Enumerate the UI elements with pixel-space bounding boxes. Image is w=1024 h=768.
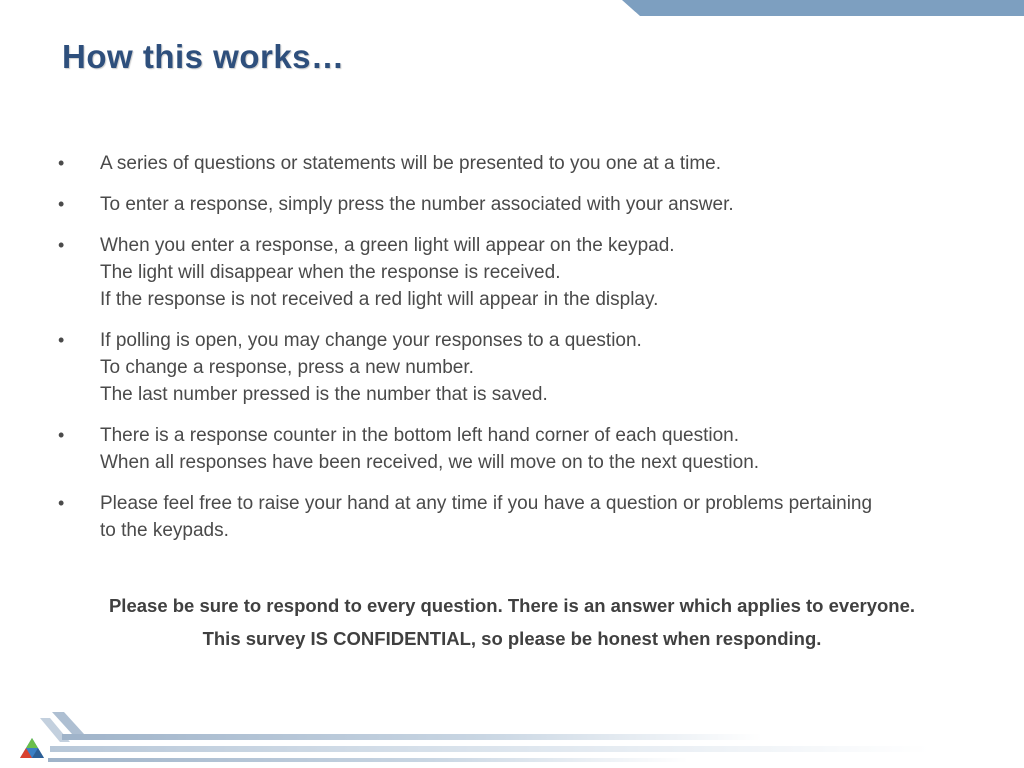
bullet-item: [58, 150, 968, 177]
respond-note: Please be sure to respond to every question. There is an answer which applies to everyone.: [108, 595, 916, 616]
bullet-line: Please feel free to raise your hand at any time if you have a question or problems pertaining: [100, 493, 873, 514]
confidential-note: This survey IS CONFIDENTIAL, so please be honest when responding.: [202, 628, 822, 649]
bullet-item: [58, 232, 968, 313]
bullet-dot-icon: •: [58, 493, 65, 513]
bullet-line: There is a response counter in the bottom left hand corner of each question.: [100, 425, 739, 446]
bullet-line: If the response is not received a red light will appear in the display.: [100, 289, 659, 310]
bullet-dot-icon: •: [58, 194, 65, 214]
bullet-item: [58, 191, 968, 218]
slide-title: How this works…: [62, 38, 345, 75]
bottom-decor-band: [0, 712, 1024, 768]
bullet-dot-icon: •: [58, 235, 65, 255]
bullet-item: [58, 327, 968, 408]
bullet-list: [58, 150, 968, 558]
bullet-item: [58, 422, 968, 476]
bullet-line: To enter a response, simply press the number associated with your answer.: [100, 194, 734, 215]
top-accent-band: [0, 0, 1024, 18]
bullet-line: The last number pressed is the number that is saved.: [100, 384, 548, 405]
bullet-dot-icon: •: [58, 425, 65, 445]
bullet-line: The light will disappear when the response is received.: [100, 262, 561, 283]
bullet-line: To change a response, press a new number.: [100, 357, 474, 378]
bullet-item: [58, 490, 968, 544]
bullet-line: to the keypads.: [100, 520, 229, 541]
bullet-dot-icon: •: [58, 330, 65, 350]
bullet-line: When all responses have been received, we will move on to the next question.: [100, 452, 760, 473]
bullet-line: If polling is open, you may change your responses to a question.: [100, 330, 642, 351]
triangle-logo-icon: [20, 738, 44, 758]
bullet-dot-icon: •: [58, 153, 65, 173]
bullet-line: A series of questions or statements will be presented to you one at a time.: [100, 153, 722, 174]
bullet-line: When you enter a response, a green light will appear on the keypad.: [100, 235, 675, 256]
